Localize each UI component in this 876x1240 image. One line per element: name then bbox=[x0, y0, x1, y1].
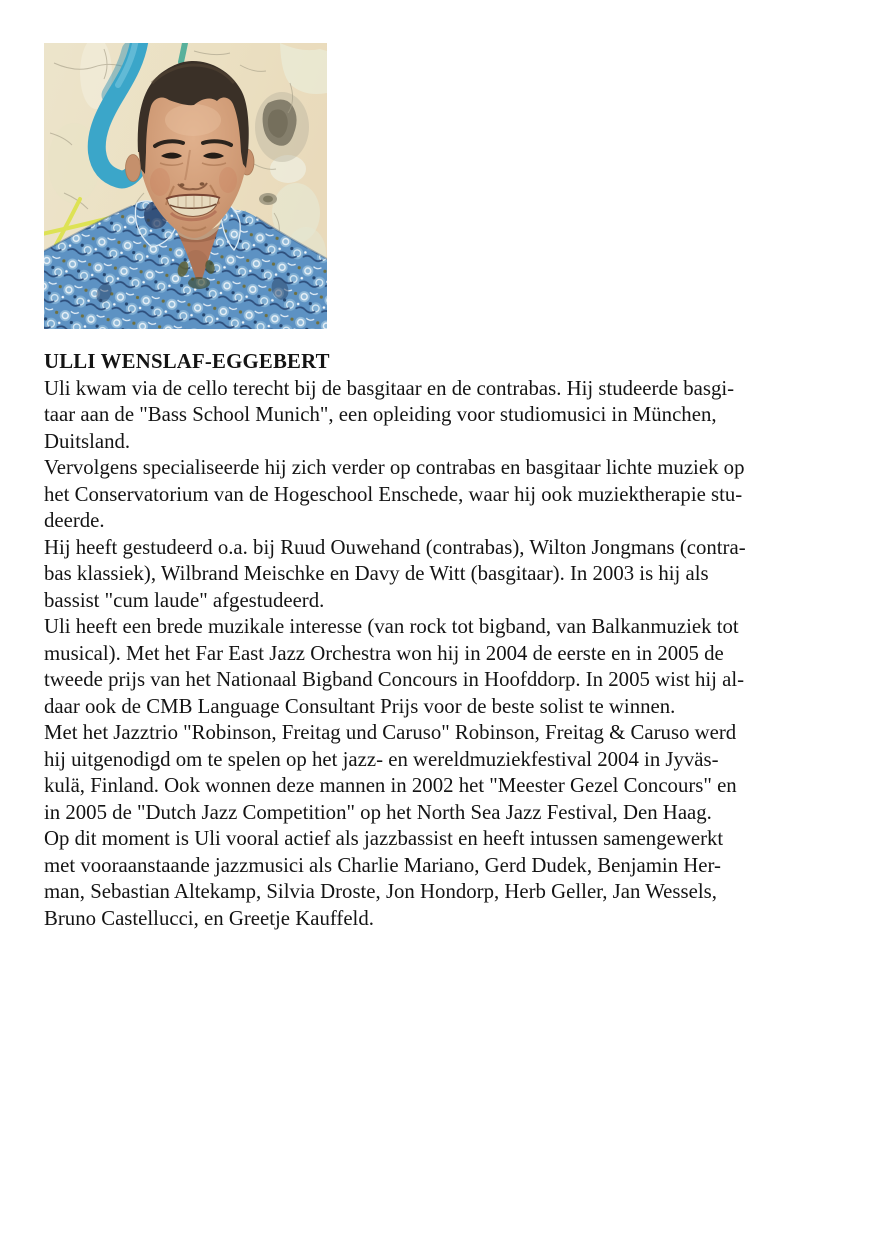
bio-text-line: deerde. bbox=[44, 509, 105, 532]
bio-text-line: bas klassiek), Wilbrand Meischke en Davy de Witt (basgitaar). In 2003 is hij als bbox=[44, 562, 709, 585]
bio-text-line: man, Sebastian Altekamp, Silvia Droste, Jon Hondorp, Herb Geller, Jan Wessels, bbox=[44, 880, 717, 903]
teal-paint-dash bbox=[181, 43, 185, 62]
bio-text bbox=[44, 376, 844, 933]
bio-text-line: kulä, Finland. Ook wonnen deze mannen in 2002 het "Meester Gezel Concours" en bbox=[44, 774, 737, 797]
bio-text-line: met vooraanstaande jazzmusici als Charlie Mariano, Gerd Dudek, Benjamin Her- bbox=[44, 853, 721, 877]
bio-text-line: Duitsland. bbox=[44, 429, 131, 453]
left-ear bbox=[126, 155, 141, 182]
bio-text-line: daar ook de CMB Language Consultant Prijs voor de beste solist te winnen. bbox=[44, 694, 676, 718]
bio-text-line: Uli kwam via de cello terecht bij de basgitaar en de contrabas. Hij studeerde basgi- bbox=[44, 376, 735, 400]
portrait-photo bbox=[44, 43, 327, 329]
bio-text-line: Hij heeft gestudeerd o.a. bij Ruud Ouwehand (contrabas), Wilton Jongmans (contra- bbox=[44, 535, 746, 559]
bio-text-line: taar aan de "Bass School Munich", een opleiding voor studiomusici in München, bbox=[44, 403, 717, 426]
bio-text-line: Bruno Castellucci, en Greetje Kauffeld. bbox=[44, 906, 374, 930]
bio-text-line: Met het Jazztrio "Robinson, Freitag und Caruso" Robinson, Freitag & Caruso werd bbox=[44, 721, 737, 744]
portrait-photo-graphic bbox=[44, 43, 327, 329]
bio-text-line: bassist "cum laude" afgestudeerd. bbox=[44, 588, 325, 612]
biography-section bbox=[44, 349, 844, 932]
bio-text-line: hij uitgenodigd om te spelen op het jazz- en wereldmuziekfestival 2004 in Jyväs- bbox=[44, 747, 719, 771]
bio-text-line: in 2005 de "Dutch Jazz Competition" op het North Sea Jazz Festival, Den Haag. bbox=[44, 800, 712, 824]
bio-text-line: het Conservatorium van de Hogeschool Enschede, waar hij ook muziektherapie stu- bbox=[44, 482, 743, 506]
bio-text-line: Uli heeft een brede muzikale interesse (van rock tot bigband, van Balkanmuziek tot bbox=[44, 615, 739, 638]
bio-text-line: Op dit moment is Uli vooral actief als jazzbassist en heeft intussen samengewerkt bbox=[44, 827, 724, 850]
bio-text-line: musical). Met het Far East Jazz Orchestra won hij in 2004 de eerste en in 2005 de bbox=[44, 641, 724, 665]
bio-text-line: tweede prijs van het Nationaal Bigband Concours in Hoofddorp. In 2005 wist hij al- bbox=[44, 668, 745, 691]
bio-text-line: Vervolgens specialiseerde hij zich verder op contrabas en basgitaar lichte muziek op bbox=[44, 456, 745, 479]
bio-heading: ULLI WENSLAF-EGGEBERT bbox=[44, 350, 330, 373]
